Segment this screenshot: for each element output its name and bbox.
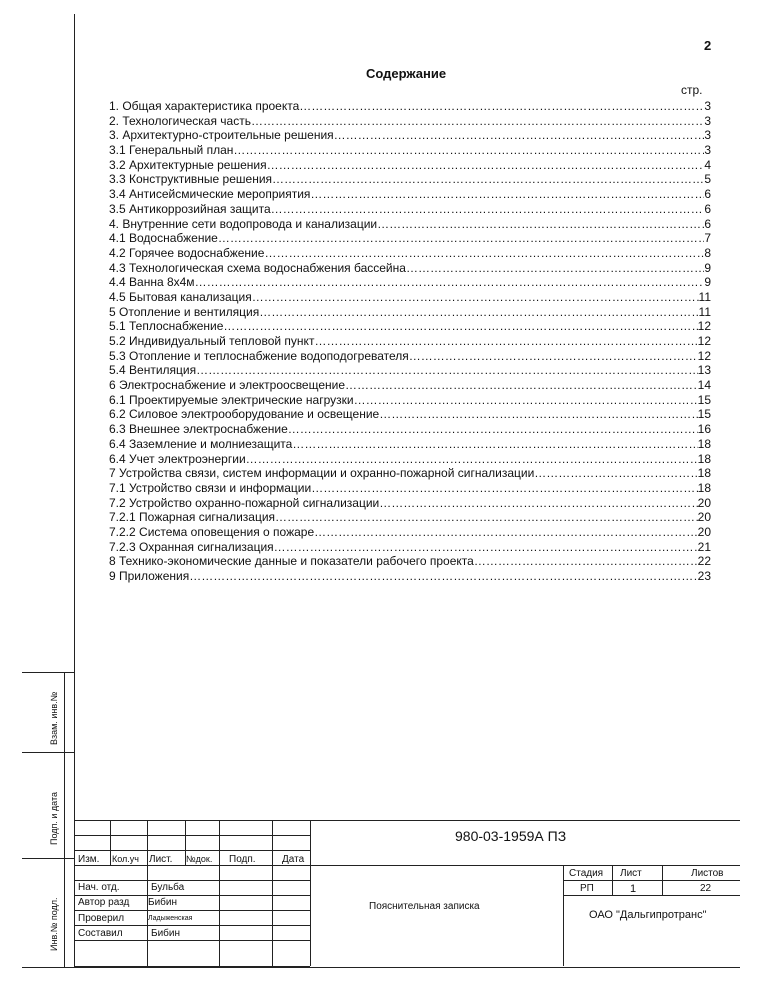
toc-entry <box>109 246 711 261</box>
toc-entry <box>109 510 711 525</box>
toc-leader-dots <box>218 231 704 246</box>
toc-entry-page: 6 <box>704 216 711 231</box>
toc-entry-page: 4 <box>704 157 711 172</box>
sidebar-inv-podl <box>22 858 74 968</box>
toc-entry <box>109 554 711 569</box>
stage-label: Стадия <box>569 868 604 879</box>
toc-entry-title: 3.4 Антисейсмические мероприятия <box>109 187 311 202</box>
toc-entry-page: 3 <box>704 99 711 113</box>
toc-entry-page: 18 <box>697 466 711 481</box>
sidebar-podp-data <box>22 752 74 859</box>
toc-entry-title: 8 Технико-экономические данные и показатели рабочего проекта <box>109 554 474 569</box>
toc-entry-title: 1. Общая характеристика проекта <box>109 99 300 113</box>
toc-entry-page: 22 <box>697 554 711 569</box>
page-number: 2 <box>704 38 712 53</box>
toc-leader-dots <box>314 525 698 540</box>
toc-entry-title: 7.2.1 Пожарная сигнализация <box>109 510 276 525</box>
title-block-line <box>563 880 740 881</box>
toc-leader-dots <box>252 290 699 305</box>
toc-entry-title: 4.3 Технологическая схема водоснабжения бассейна <box>109 260 406 275</box>
toc-entry <box>109 128 711 143</box>
toc-entry-page: 15 <box>697 392 711 407</box>
title-block-line <box>563 895 740 896</box>
toc-entry-title: 6.2 Силовое электрооборудование и освещение <box>109 407 380 422</box>
toc-leader-dots <box>377 217 704 232</box>
sheet-label: Лист <box>620 868 642 879</box>
toc-entry <box>109 466 711 481</box>
toc-entry-title: 7 Устройства связи, систем информации и охранно-пожарной сигнализации <box>109 466 535 481</box>
toc-entry-title: 5.4 Вентиляция <box>109 363 197 378</box>
toc-entry-page: 20 <box>697 510 711 525</box>
page-column-label: стр. <box>681 83 703 97</box>
toc-entry <box>109 363 711 378</box>
toc-leader-dots <box>534 466 697 481</box>
toc-leader-dots <box>334 128 705 143</box>
toc-leader-dots <box>354 393 698 408</box>
toc-entry <box>109 422 711 437</box>
toc-entry <box>109 437 711 452</box>
toc-entry-title: 2. Технологическая часть <box>109 113 251 128</box>
title-block-line <box>74 925 310 926</box>
toc-entry-page: 23 <box>697 569 711 583</box>
toc-entry-title: 4.2 Горячее водоснабжение <box>109 245 265 260</box>
toc-entry <box>109 275 711 290</box>
toc-entry-title: 5 Отопление и вентиляция <box>109 304 260 319</box>
toc-entry-title: 3.3 Конструктивные решения <box>109 172 273 187</box>
name-nach-otd: Бульба <box>151 882 185 893</box>
toc-entry <box>109 187 711 202</box>
toc-leader-dots <box>196 363 698 378</box>
toc-entry-title: 3.1 Генеральный план <box>109 143 234 158</box>
toc-entry-page: 5 <box>704 172 711 187</box>
toc-leader-dots <box>272 172 704 187</box>
toc-entry <box>109 496 711 511</box>
role-proveril: Проверил <box>78 913 125 924</box>
contents-title: Содержание <box>366 66 447 81</box>
role-avtor-razd: Автор разд <box>78 897 130 908</box>
toc-leader-dots <box>379 407 697 422</box>
title-block-line <box>110 820 111 865</box>
toc-entry-title: 5.2 Индивидуальный тепловой пункт <box>109 334 315 348</box>
toc-entry-page: 11 <box>698 304 711 319</box>
title-block-line <box>310 865 740 866</box>
toc-leader-dots <box>274 540 698 555</box>
toc-leader-dots <box>292 437 697 452</box>
stage-value: РП <box>580 883 594 894</box>
toc-leader-dots <box>195 275 705 290</box>
toc-entry-title: 4.4 Ванна 8х4м <box>109 275 195 290</box>
toc-entry <box>109 305 711 320</box>
toc-entry <box>109 349 711 364</box>
toc-entry-title: 7.2 Устройство охранно-пожарной сигнализации <box>109 495 380 510</box>
toc-entry <box>109 481 711 496</box>
toc-entry-page: 21 <box>697 539 711 554</box>
toc-entry-page: 15 <box>697 407 711 422</box>
toc-entry <box>109 540 711 555</box>
toc-entry <box>109 393 711 408</box>
title-block-line <box>74 865 310 866</box>
table-of-contents <box>109 99 711 584</box>
toc-leader-dots <box>474 554 698 569</box>
toc-entry <box>109 378 711 393</box>
toc-entry-page: 20 <box>697 495 711 510</box>
toc-entry-title: 5.3 Отопление и теплоснабжение водоподогревателя <box>109 348 409 363</box>
toc-leader-dots <box>189 569 697 584</box>
title-block-line <box>219 820 220 966</box>
toc-entry-page: 12 <box>697 348 711 363</box>
toc-entry-page: 3 <box>704 128 711 143</box>
toc-entry <box>109 231 711 246</box>
name-avtor-razd: Бибин <box>148 897 177 908</box>
document-code: 980-03-1959А ПЗ <box>455 828 567 844</box>
toc-entry-title: 7.2.2 Система оповещения о пожаре <box>109 524 315 539</box>
toc-entry <box>109 114 711 129</box>
toc-entry <box>109 334 711 349</box>
toc-entry-page: 14 <box>697 378 711 393</box>
header-kol-uch: Кол.уч <box>112 854 139 864</box>
toc-leader-dots <box>267 158 705 173</box>
toc-entry-page: 8 <box>704 245 711 260</box>
toc-entry-page: 6 <box>704 187 711 202</box>
document-name: Пояснительная записка <box>369 901 480 912</box>
toc-leader-dots <box>246 452 698 467</box>
toc-entry <box>109 407 711 422</box>
header-data: Дата <box>282 854 305 865</box>
sidebar-inv-podl-label: Инв.№ подл. <box>49 897 59 951</box>
header-podp: Подп. <box>229 854 256 865</box>
sheets-value: 22 <box>700 883 712 894</box>
title-block-line <box>74 910 310 911</box>
toc-entry-title: 6.4 Учет электроэнергии <box>109 451 246 466</box>
title-block-line <box>74 895 310 896</box>
toc-entry <box>109 172 711 187</box>
title-block-line <box>310 820 311 966</box>
toc-entry-page: 16 <box>697 422 711 437</box>
toc-entry-title: 4.1 Водоснабжение <box>109 231 218 246</box>
name-proveril: Ладыженская <box>148 915 193 922</box>
toc-leader-dots <box>259 305 698 320</box>
toc-entry-title: 6.1 Проектируемые электрические нагрузки <box>109 392 354 407</box>
toc-entry-page: 6 <box>704 201 711 216</box>
title-block-line <box>272 820 273 966</box>
toc-entry-page: 18 <box>697 436 711 451</box>
toc-entry-page: 3 <box>704 113 711 128</box>
sidebar-vzam-inv-label: Взам. инв.№ <box>49 691 59 745</box>
toc-leader-dots <box>299 99 704 114</box>
title-block-line <box>74 966 310 967</box>
toc-entry-page: 18 <box>697 480 711 495</box>
sheet-value: 1 <box>630 883 637 895</box>
toc-leader-dots <box>233 143 704 158</box>
toc-leader-dots <box>379 496 697 511</box>
toc-leader-dots <box>223 319 697 334</box>
toc-leader-dots <box>310 187 704 202</box>
toc-leader-dots <box>271 202 705 217</box>
title-block <box>74 820 740 968</box>
toc-entry-title: 7.1 Устройство связи и информации <box>109 480 312 495</box>
toc-leader-dots <box>264 246 704 261</box>
toc-leader-dots <box>288 422 698 437</box>
organization-name: ОАО "Дальгипротранс" <box>589 909 707 921</box>
header-ndok: №док. <box>186 854 213 864</box>
toc-leader-dots <box>409 349 698 364</box>
toc-entry <box>109 452 711 467</box>
toc-entry <box>109 261 711 276</box>
toc-entry-title: 6.3 Внешнее электроснабжение <box>109 422 288 437</box>
name-sostavil: Бибин <box>151 928 180 939</box>
title-block-line <box>662 865 663 895</box>
title-block-line <box>612 865 613 895</box>
toc-entry-title: 6 Электроснабжение и электроосвещение <box>109 378 346 393</box>
role-sostavil: Составил <box>78 928 123 939</box>
toc-entry-page: 11 <box>698 289 711 304</box>
toc-entry-title: 3.5 Антикоррозийная защита <box>109 201 271 216</box>
toc-leader-dots <box>275 510 698 525</box>
toc-entry <box>109 158 711 173</box>
header-izm: Изм. <box>78 854 100 865</box>
title-block-line <box>74 880 310 881</box>
toc-entry-page: 12 <box>697 334 711 348</box>
sidebar-vzam-inv <box>22 672 74 753</box>
toc-leader-dots <box>311 481 697 496</box>
toc-entry <box>109 99 711 114</box>
toc-entry <box>109 217 711 232</box>
toc-entry-title: 5.1 Теплоснабжение <box>109 319 224 334</box>
toc-entry-page: 12 <box>697 319 711 334</box>
toc-entry-page: 18 <box>697 451 711 466</box>
toc-entry-title: 4. Внутренние сети водопровода и канализации <box>109 216 378 231</box>
title-block-line <box>74 940 310 941</box>
toc-entry-title: 6.4 Заземление и молниезащита <box>109 436 293 451</box>
toc-leader-dots <box>345 378 698 393</box>
toc-entry-title: 3. Архитектурно-строительные решения <box>109 128 334 143</box>
toc-entry-page: 20 <box>697 524 711 539</box>
title-block-line <box>147 820 148 966</box>
role-nach-otd: Нач. отд. <box>78 882 120 893</box>
sheets-label: Листов <box>691 868 724 879</box>
header-list: Лист. <box>149 854 173 865</box>
toc-entry-page: 7 <box>704 231 711 246</box>
toc-leader-dots <box>314 334 697 349</box>
toc-entry-title: 3.2 Архитектурные решения <box>109 157 267 172</box>
toc-entry <box>109 290 711 305</box>
toc-leader-dots <box>406 261 704 276</box>
toc-entry <box>109 202 711 217</box>
toc-entry-page: 13 <box>697 363 711 378</box>
toc-entry <box>109 319 711 334</box>
toc-entry <box>109 569 711 584</box>
toc-entry-title: 9 Приложения <box>109 569 190 583</box>
toc-entry <box>109 143 711 158</box>
toc-entry-page: 3 <box>704 143 711 158</box>
toc-entry-title: 7.2.3 Охранная сигнализация <box>109 539 274 554</box>
toc-entry-title: 4.5 Бытовая канализация <box>109 289 252 304</box>
sidebar-podp-data-label: Подп. и дата <box>49 791 59 845</box>
toc-entry-page: 9 <box>704 275 711 290</box>
toc-leader-dots <box>251 114 704 129</box>
toc-entry-page: 9 <box>704 260 711 275</box>
toc-entry <box>109 525 711 540</box>
